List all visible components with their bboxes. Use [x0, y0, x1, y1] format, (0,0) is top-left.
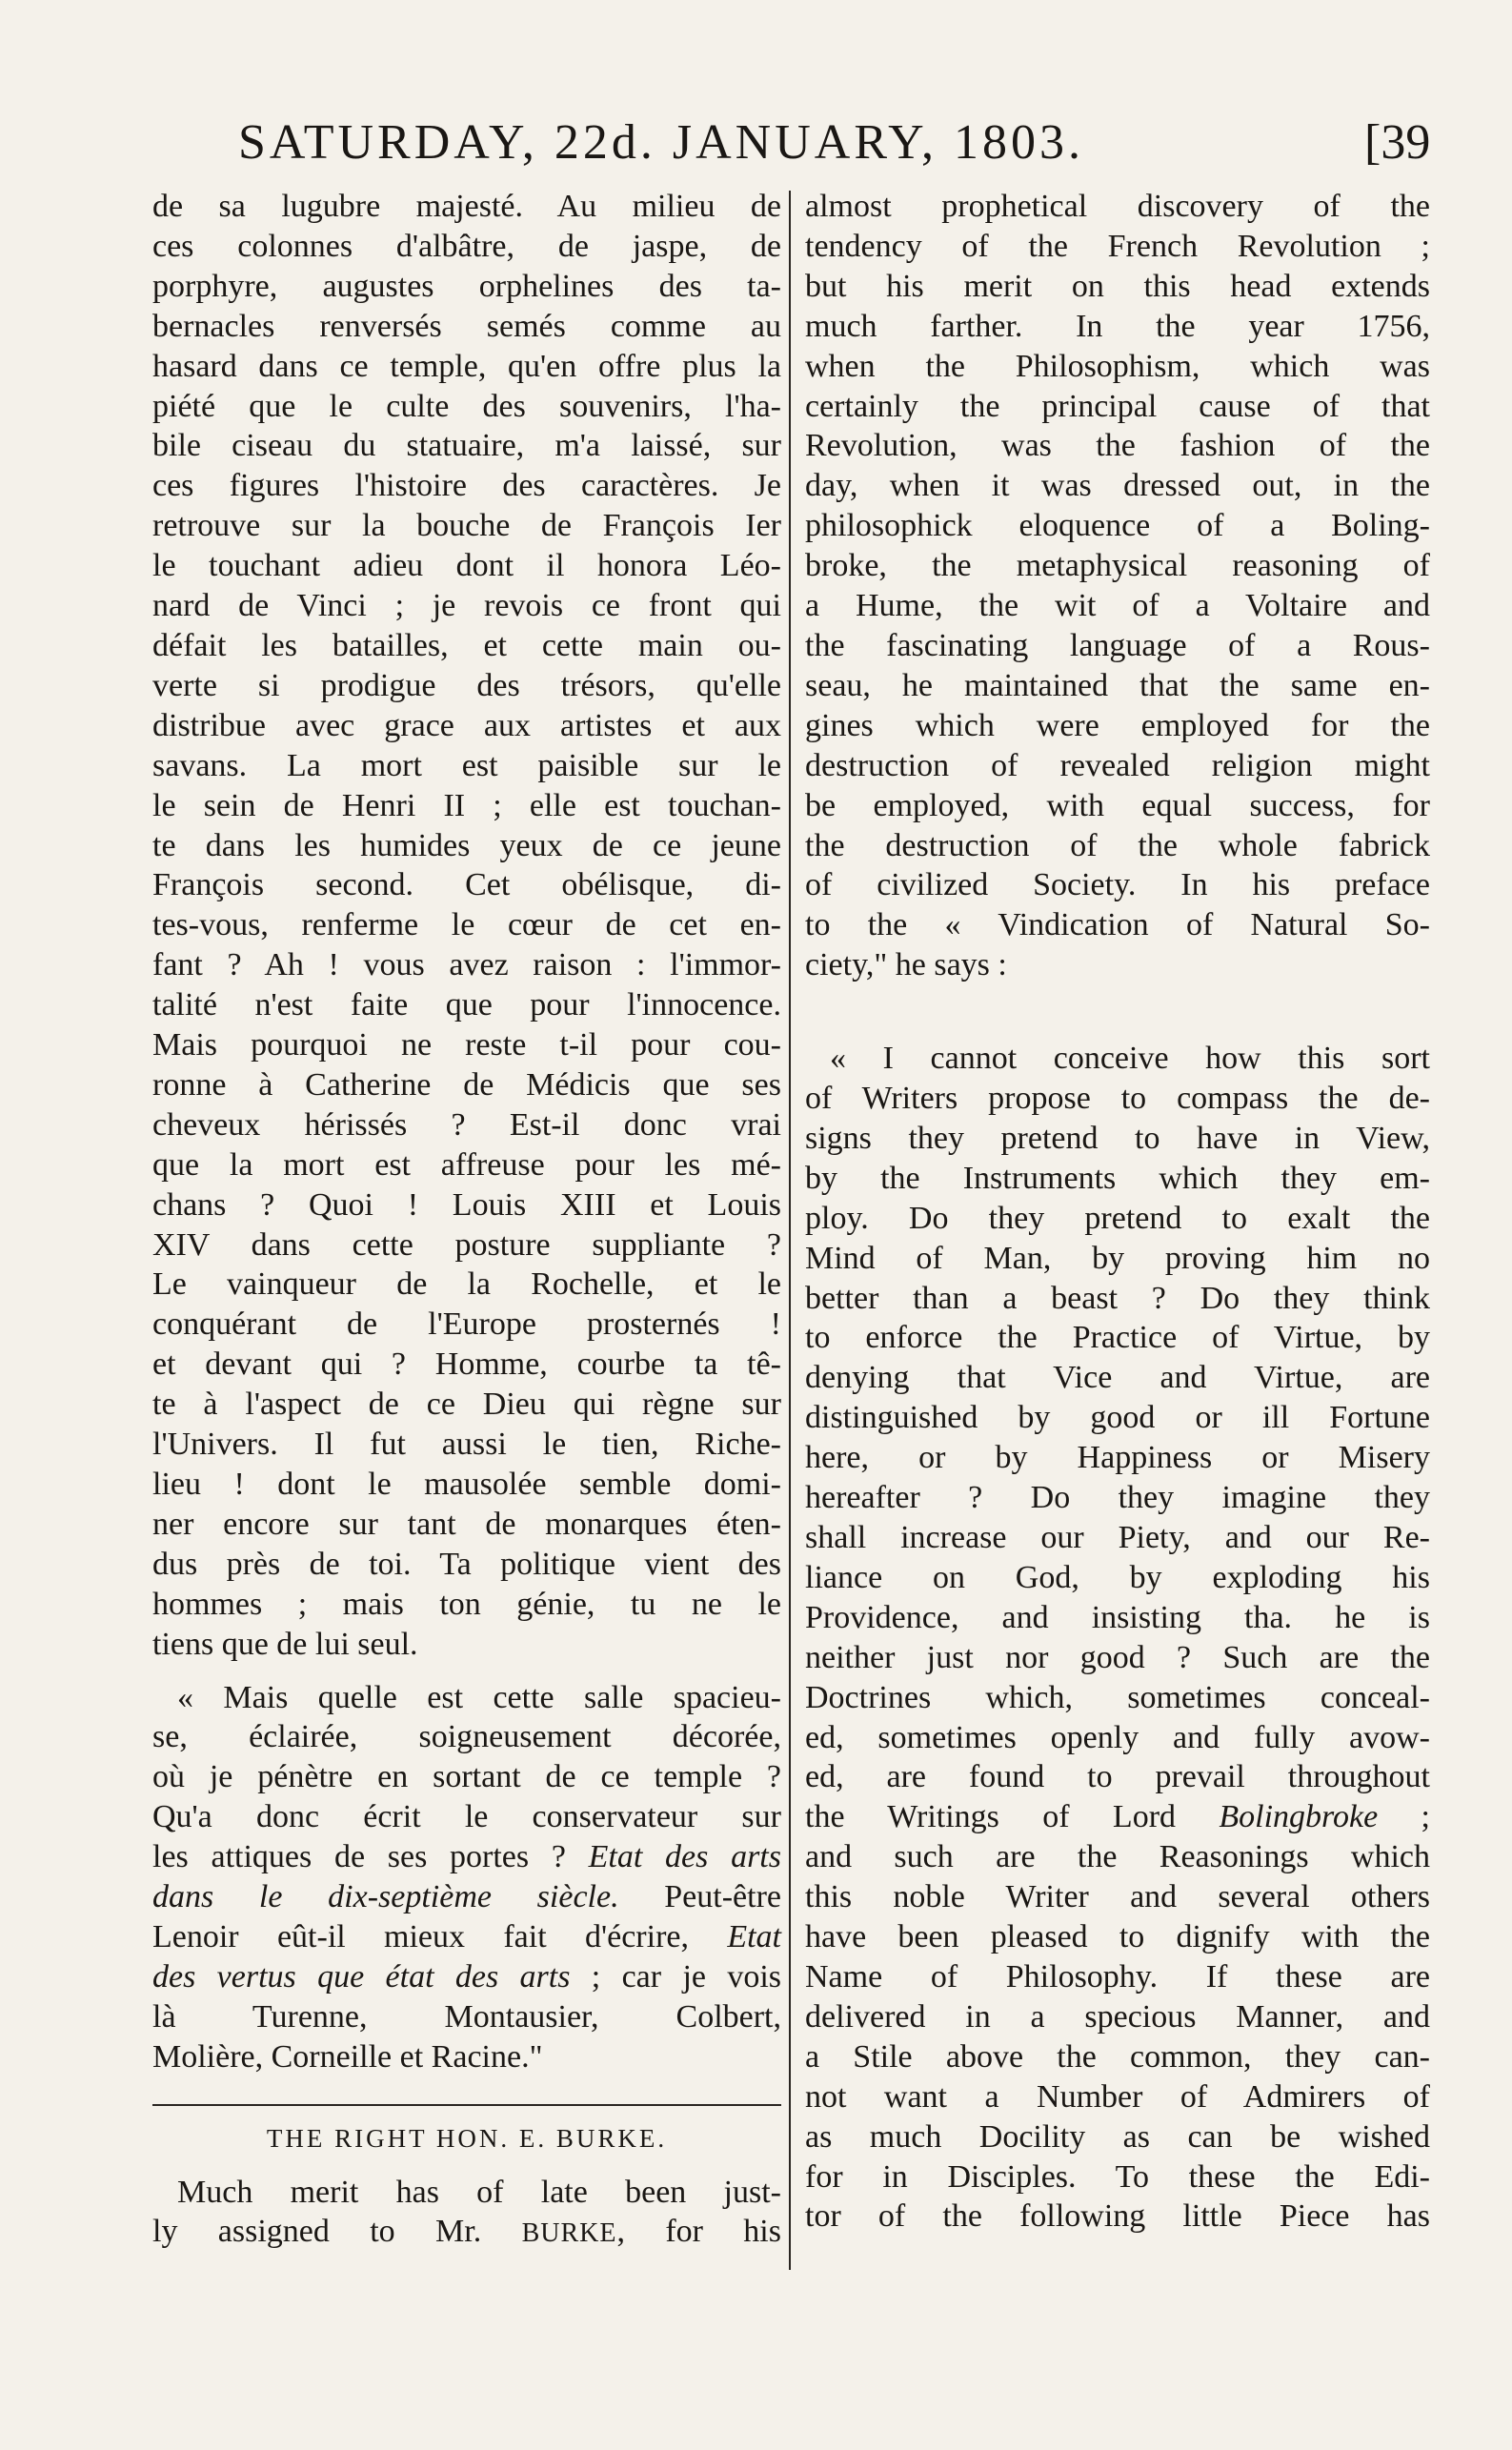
text-line: là Turenne, Montausier, Colbert, [152, 1998, 781, 2035]
text-line: ronne à Catherine de Médicis que ses [152, 1066, 781, 1103]
text-line: not want a Number of Admirers of [805, 2078, 1430, 2115]
italic-text: dans le dix-septième siècle. [152, 1879, 619, 1915]
text-line [152, 1877, 781, 1917]
text-line: se, éclairée, soigneusement décorée, [152, 1719, 781, 1755]
text-line: the destruction of the whole fabrick [805, 827, 1430, 863]
text-line [152, 1837, 781, 1877]
text-line: chans ? Quoi ! Louis XIII et Louis [152, 1186, 781, 1223]
text-line: te dans les humides yeux de ce jeune [152, 827, 781, 863]
text-line [152, 1917, 781, 1957]
text-line [805, 1797, 1430, 1837]
text-line: conquérant de l'Europe prosternés ! [152, 1306, 781, 1343]
text-line: broke, the metaphysical reasoning of [805, 548, 1430, 584]
text-line: be employed, with equal success, for [805, 787, 1430, 823]
text-run: ; car je vois [570, 1958, 782, 1994]
text-line: the fascinating language of a Rous- [805, 627, 1430, 663]
text-line: to enforce the Practice of Virtue, by [805, 1320, 1430, 1356]
text-line: hommes ; mais ton génie, tu ne le [152, 1586, 781, 1622]
text-line: signs they pretend to have in View, [805, 1120, 1430, 1156]
text-line: bernacles renversés semés comme au [152, 308, 781, 344]
text-line: Much merit has of late been just- [177, 2174, 781, 2210]
text-line: le sein de Henri II ; elle est touchan- [152, 787, 781, 823]
text-line: verte si prodigue des trésors, qu'elle [152, 667, 781, 703]
text-line: dus près de toi. Ta politique vient des [152, 1546, 781, 1582]
text-run: ; [1378, 1799, 1430, 1835]
text-line: day, when it was dressed out, in the [805, 468, 1430, 504]
text-line: destruction of revealed religion might [805, 747, 1430, 783]
burke-quote-paragraph [805, 1039, 1430, 2237]
text-line: delivered in a specious Manner, and [805, 1998, 1430, 2035]
text-line: talité n'est faite que pour l'innocence. [152, 987, 781, 1023]
text-line: Qu'a donc écrit le conservateur sur [152, 1799, 781, 1835]
french-passage-paragraph [152, 187, 781, 1665]
text-line: by the Instruments which they em- [805, 1160, 1430, 1196]
running-head: SATURDAY, 22d. JANUARY, 1803. [238, 115, 1085, 170]
text-run: les attiques de ses portes ? [152, 1839, 589, 1875]
text-run: ly assigned to Mr. [152, 2214, 522, 2250]
text-line: much farther. In the year 1756, [805, 308, 1430, 344]
text-line: better than a beast ? Do they think [805, 1280, 1430, 1316]
text-line: Le vainqueur de la Rochelle, et le [152, 1266, 781, 1303]
text-line: ploy. Do they pretend to exalt the [805, 1200, 1430, 1236]
text-line: et devant qui ? Homme, courbe ta tê- [152, 1346, 781, 1383]
text-run: the Writings of Lord [805, 1799, 1220, 1835]
text-line: to the « Vindication of Natural So- [805, 907, 1430, 943]
text-run: Peut-être [618, 1879, 781, 1915]
text-line: philosophick eloquence of a Boling- [805, 508, 1430, 544]
text-line: nard de Vinci ; je revois ce front qui [152, 588, 781, 624]
text-line: liance on God, by exploding his [805, 1559, 1430, 1595]
text-line: retrouve sur la bouche de François Ier [152, 508, 781, 544]
text-line: cheveux hérissés ? Est-il donc vrai [152, 1106, 781, 1143]
text-line: « I cannot conceive how this sort [830, 1041, 1430, 1077]
text-line: où je pénètre en sortant de ce temple ? [152, 1759, 781, 1795]
text-line: Name of Philosophy. If these are [805, 1958, 1430, 1994]
left-column [152, 187, 781, 2254]
text-line [152, 1957, 781, 1997]
text-line: when the Philosophism, which was [805, 348, 1430, 384]
text-line: savans. La mort est paisible sur le [152, 747, 781, 783]
text-line: a Hume, the wit of a Voltaire and [805, 588, 1430, 624]
text-line: as much Docility as can be wished [805, 2118, 1430, 2155]
right-column [805, 187, 1430, 2237]
text-line: Molière, Corneille et Racine." [152, 2038, 543, 2075]
text-line: for in Disciples. To these the Edi- [805, 2158, 1430, 2195]
text-line: of civilized Society. In his preface [805, 867, 1430, 903]
italic-text: Etat [727, 1918, 781, 1954]
text-line: fant ? Ah ! vous avez raison : l'immor- [152, 947, 781, 983]
text-line [152, 2212, 781, 2254]
text-line: le touchant adieu dont il honora Léo- [152, 548, 781, 584]
text-line: hasard dans ce temple, qu'en offre plus la [152, 348, 781, 384]
text-line: of Writers propose to compass the de- [805, 1081, 1430, 1117]
text-line: but his merit on this head extends [805, 268, 1430, 304]
text-line: Doctrines which, sometimes conceal- [805, 1679, 1430, 1715]
italic-text: Etat des arts [588, 1839, 781, 1875]
text-line: shall increase our Piety, and our Re- [805, 1520, 1430, 1555]
text-line: piété que le culte des souvenirs, l'ha- [152, 388, 781, 424]
text-line: tor of the following little Piece has [805, 2198, 1430, 2235]
text-line: défait les batailles, et cette main ou- [152, 627, 781, 663]
text-line: bile ciseau du statuaire, m'a laissé, sur [152, 428, 781, 464]
text-line: a Stile above the common, they can- [805, 2038, 1430, 2075]
text-run: , for his [616, 2214, 781, 2250]
text-run: Lenoir eût-il mieux fait d'écrire, [152, 1918, 728, 1954]
text-line: tiens que de lui seul. [152, 1626, 418, 1662]
text-line: ciety," he says : [805, 947, 1007, 983]
text-line: ed, are found to prevail throughout [805, 1759, 1430, 1795]
text-line: XIV dans cette posture suppliante ? [152, 1226, 781, 1263]
text-line: « Mais quelle est cette salle spacieu- [177, 1679, 781, 1715]
text-line: here, or by Happiness or Misery [805, 1440, 1430, 1476]
text-line: tes-vous, renferme le cœur de cet en- [152, 907, 781, 943]
text-line: Mind of Man, by proving him no [805, 1240, 1430, 1276]
text-line: ed, sometimes openly and fully avow- [805, 1719, 1430, 1755]
text-line: certainly the principal cause of that [805, 388, 1430, 424]
column-rule [789, 191, 791, 2270]
page-number: [39 [1364, 115, 1431, 170]
text-line: Mais pourquoi ne reste t-il pour cou- [152, 1027, 781, 1063]
text-line: Providence, and insisting tha. he is [805, 1599, 1430, 1635]
small-caps-name: BURKE [521, 2218, 617, 2249]
text-line: te à l'aspect de ce Dieu qui règne sur [152, 1387, 781, 1423]
text-line: gines which were employed for the [805, 707, 1430, 743]
text-line: and such are the Reasonings which [805, 1839, 1430, 1875]
text-line: l'Univers. Il fut aussi le tien, Riche- [152, 1427, 781, 1463]
text-line: ces figures l'histoire des caractères. Je [152, 468, 781, 504]
text-line: distinguished by good or ill Fortune [805, 1400, 1430, 1436]
text-line: denying that Vice and Virtue, are [805, 1360, 1430, 1396]
text-line: have been pleased to dignify with the [805, 1919, 1430, 1955]
italic-text: Bolingbroke [1219, 1799, 1379, 1835]
text-line: lieu ! dont le mausolée semble domi- [152, 1467, 781, 1502]
text-line: tendency of the French Revolution ; [805, 228, 1430, 264]
text-line: porphyre, augustes orphelines des ta- [152, 268, 781, 304]
text-line: de sa lugubre majesté. Au milieu de [152, 189, 781, 224]
text-line: almost prophetical discovery of the [805, 189, 1430, 224]
french-passage-paragraph-2 [152, 1678, 781, 2077]
text-line: seau, he maintained that the same en- [805, 667, 1430, 703]
text-line: this noble Writer and several others [805, 1879, 1430, 1915]
burke-continued-paragraph [805, 187, 1430, 985]
text-line: neither just nor good ? Such are the [805, 1639, 1430, 1675]
text-line: que la mort est affreuse pour les mé- [152, 1146, 781, 1183]
text-line: Revolution, was the fashion of the [805, 428, 1430, 464]
text-line: hereafter ? Do they imagine they [805, 1480, 1430, 1516]
text-line: distribue avec grace aux artistes et aux [152, 707, 781, 743]
text-line: François second. Cet obélisque, di- [152, 867, 781, 903]
section-heading: THE RIGHT HON. E. BURKE. [266, 2123, 668, 2153]
burke-paragraph [152, 2173, 781, 2255]
text-line: ces colonnes d'albâtre, de jaspe, de [152, 228, 781, 264]
text-line: ner encore sur tant de monarques éten- [152, 1506, 781, 1542]
italic-text: des vertus que état des arts [152, 1958, 571, 1994]
